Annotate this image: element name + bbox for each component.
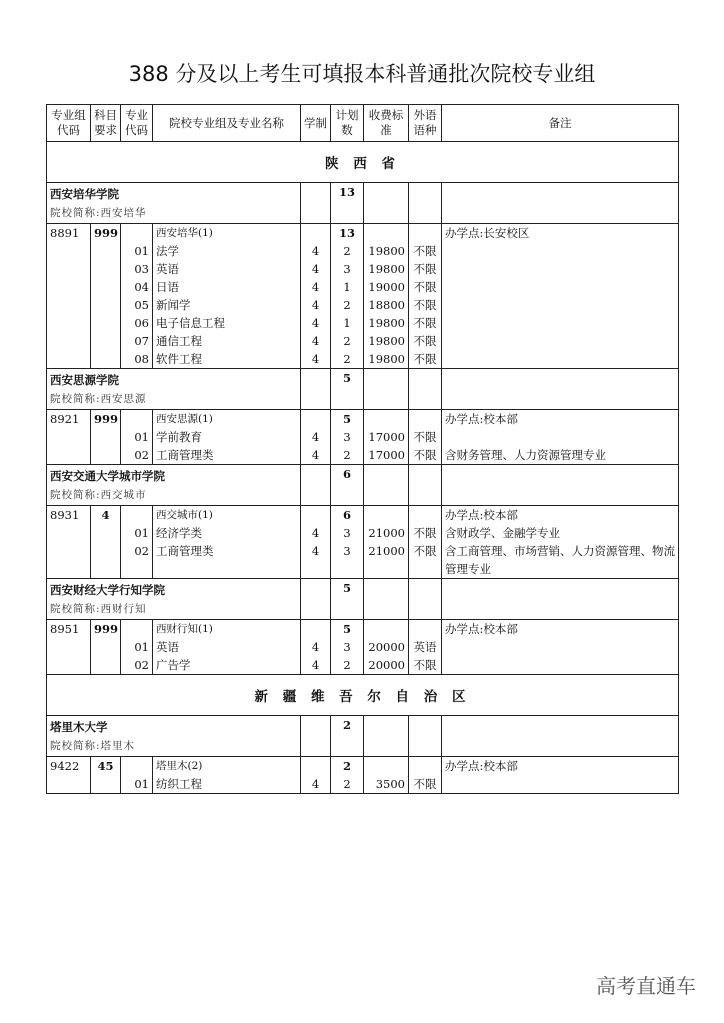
major-code: 01 — [121, 775, 153, 794]
major-note — [442, 260, 679, 278]
subject-requirement: 999 — [91, 620, 121, 639]
cell — [47, 656, 91, 675]
major-fee: 19800 — [364, 332, 409, 350]
major-language: 不限 — [409, 775, 442, 794]
school-name: 塔里木大学 — [50, 720, 108, 734]
school-name: 西安交通大学城市学院 — [50, 469, 165, 483]
col-plan: 计划数 — [331, 105, 364, 142]
major-name: 工商管理类 — [153, 542, 301, 579]
cell — [301, 757, 331, 776]
major-fee: 19800 — [364, 260, 409, 278]
major-note — [442, 656, 679, 675]
major-plan: 3 — [331, 638, 364, 656]
major-fee: 17000 — [364, 428, 409, 446]
cell — [364, 757, 409, 776]
major-plan: 2 — [331, 775, 364, 794]
major-years: 4 — [301, 278, 331, 296]
major-note — [442, 428, 679, 446]
major-language: 不限 — [409, 428, 442, 446]
school-plan: 2 — [331, 716, 364, 757]
group-note: 办学点:校本部 — [442, 506, 679, 525]
major-row — [47, 428, 679, 446]
cell — [301, 579, 331, 620]
major-fee: 20000 — [364, 656, 409, 675]
cell — [47, 314, 91, 332]
school-name: 西安财经大学行知学院 — [50, 583, 165, 597]
major-years: 4 — [301, 656, 331, 675]
school-short-name: 院校简称:塔里木 — [50, 740, 136, 752]
major-plan: 1 — [331, 278, 364, 296]
major-years: 4 — [301, 350, 331, 369]
major-plan: 2 — [331, 656, 364, 675]
major-fee: 19800 — [364, 314, 409, 332]
group-note: 办学点:校本部 — [442, 757, 679, 776]
cell — [47, 638, 91, 656]
major-row — [47, 242, 679, 260]
cell — [409, 620, 442, 639]
major-years: 4 — [301, 446, 331, 465]
group-name: 西安培华(1) — [153, 224, 301, 243]
major-plan: 2 — [331, 242, 364, 260]
cell — [364, 369, 409, 410]
major-years: 4 — [301, 428, 331, 446]
cell — [301, 369, 331, 410]
cell — [91, 314, 121, 332]
school-name: 西安思源学院 — [50, 373, 119, 387]
group-row — [47, 410, 679, 429]
cell — [47, 332, 91, 350]
major-note: 含财务管理、人力资源管理专业 — [442, 446, 679, 465]
major-language: 不限 — [409, 542, 442, 579]
major-code: 01 — [121, 524, 153, 542]
school-plan: 5 — [331, 369, 364, 410]
col-lang: 外语语种 — [409, 105, 442, 142]
cell — [301, 224, 331, 243]
major-code: 05 — [121, 296, 153, 314]
cell — [91, 428, 121, 446]
province-row — [47, 675, 679, 716]
school-short-name: 院校简称:西安思源 — [50, 393, 147, 405]
major-name: 纺织工程 — [153, 775, 301, 794]
major-name: 广告学 — [153, 656, 301, 675]
cell — [121, 224, 153, 243]
cell — [364, 716, 409, 757]
major-note: 含财政学、金融学专业 — [442, 524, 679, 542]
major-note — [442, 775, 679, 794]
province-heading: 新 疆 维 吾 尔 自 治 区 — [47, 675, 679, 716]
major-language: 不限 — [409, 332, 442, 350]
major-language: 不限 — [409, 314, 442, 332]
group-note: 办学点:校本部 — [442, 410, 679, 429]
col-subject: 科目要求 — [91, 105, 121, 142]
major-code: 01 — [121, 428, 153, 446]
col-years: 学制 — [301, 105, 331, 142]
cell — [47, 542, 91, 579]
school-row — [47, 183, 679, 224]
cell — [91, 260, 121, 278]
cell — [301, 465, 331, 506]
group-plan: 6 — [331, 506, 364, 525]
major-plan: 2 — [331, 296, 364, 314]
major-plan: 3 — [331, 428, 364, 446]
province-row — [47, 142, 679, 183]
school-plan: 6 — [331, 465, 364, 506]
cell — [364, 620, 409, 639]
school-cell — [47, 579, 301, 620]
major-row — [47, 775, 679, 794]
cell — [91, 296, 121, 314]
cell — [409, 183, 442, 224]
major-language: 不限 — [409, 296, 442, 314]
cell — [409, 579, 442, 620]
cell — [91, 278, 121, 296]
cell — [91, 542, 121, 579]
major-row — [47, 350, 679, 369]
cell — [121, 620, 153, 639]
major-fee: 21000 — [364, 524, 409, 542]
cell — [409, 506, 442, 525]
major-code: 06 — [121, 314, 153, 332]
col-group-code: 专业组代码 — [47, 105, 91, 142]
cell — [301, 183, 331, 224]
major-years: 4 — [301, 775, 331, 794]
major-years: 4 — [301, 638, 331, 656]
watermark: 高考直通车 — [596, 974, 696, 998]
major-name: 日语 — [153, 278, 301, 296]
col-note: 备注 — [442, 105, 679, 142]
group-row — [47, 224, 679, 243]
major-fee: 19000 — [364, 278, 409, 296]
cell — [409, 465, 442, 506]
major-language: 英语 — [409, 638, 442, 656]
school-short-name: 院校简称:西交城市 — [50, 489, 147, 501]
major-name: 新闻学 — [153, 296, 301, 314]
cell — [301, 506, 331, 525]
major-plan: 1 — [331, 314, 364, 332]
major-name: 通信工程 — [153, 332, 301, 350]
group-code: 8951 — [47, 620, 91, 639]
major-code: 04 — [121, 278, 153, 296]
cell — [409, 410, 442, 429]
major-row — [47, 278, 679, 296]
major-language: 不限 — [409, 656, 442, 675]
major-row — [47, 296, 679, 314]
cell — [47, 775, 91, 794]
group-code: 8891 — [47, 224, 91, 243]
group-name: 西安思源(1) — [153, 410, 301, 429]
subject-requirement: 45 — [91, 757, 121, 776]
group-plan: 13 — [331, 224, 364, 243]
school-short-name: 院校简称:西财行知 — [50, 603, 147, 615]
major-name: 英语 — [153, 638, 301, 656]
group-code: 8921 — [47, 410, 91, 429]
major-row — [47, 542, 679, 579]
major-years: 4 — [301, 260, 331, 278]
cell — [91, 656, 121, 675]
school-short-name: 院校简称:西安培华 — [50, 207, 147, 219]
major-row — [47, 314, 679, 332]
cell — [91, 446, 121, 465]
major-name: 软件工程 — [153, 350, 301, 369]
major-note — [442, 314, 679, 332]
school-name: 西安培华学院 — [50, 187, 119, 201]
major-plan: 2 — [331, 332, 364, 350]
major-plan: 2 — [331, 350, 364, 369]
cell — [409, 224, 442, 243]
major-years: 4 — [301, 332, 331, 350]
major-name: 经济学类 — [153, 524, 301, 542]
major-code: 02 — [121, 656, 153, 675]
major-fee: 20000 — [364, 638, 409, 656]
cell — [47, 260, 91, 278]
major-language: 不限 — [409, 278, 442, 296]
group-note: 办学点:校本部 — [442, 620, 679, 639]
major-fee: 17000 — [364, 446, 409, 465]
col-fee: 收费标准 — [364, 105, 409, 142]
major-code: 03 — [121, 260, 153, 278]
major-years: 4 — [301, 314, 331, 332]
school-row — [47, 716, 679, 757]
cell — [121, 506, 153, 525]
cell — [442, 183, 679, 224]
cell — [47, 350, 91, 369]
cell — [47, 524, 91, 542]
cell — [47, 446, 91, 465]
cell — [442, 716, 679, 757]
major-name: 工商管理类 — [153, 446, 301, 465]
major-note — [442, 638, 679, 656]
school-plan: 13 — [331, 183, 364, 224]
major-plan: 2 — [331, 446, 364, 465]
major-name: 法学 — [153, 242, 301, 260]
school-row — [47, 579, 679, 620]
major-row — [47, 260, 679, 278]
major-code: 02 — [121, 542, 153, 579]
province-heading: 陕 西 省 — [47, 142, 679, 183]
major-years: 4 — [301, 524, 331, 542]
major-name: 学前教育 — [153, 428, 301, 446]
cell — [91, 242, 121, 260]
major-years: 4 — [301, 296, 331, 314]
major-language: 不限 — [409, 242, 442, 260]
major-years: 4 — [301, 542, 331, 579]
cell — [409, 757, 442, 776]
cell — [409, 716, 442, 757]
cell — [364, 410, 409, 429]
school-cell — [47, 183, 301, 224]
school-row — [47, 465, 679, 506]
group-name: 西财行知(1) — [153, 620, 301, 639]
major-name: 英语 — [153, 260, 301, 278]
major-note — [442, 350, 679, 369]
group-row — [47, 620, 679, 639]
major-row — [47, 638, 679, 656]
major-fee: 21000 — [364, 542, 409, 579]
major-note — [442, 278, 679, 296]
cell — [91, 332, 121, 350]
group-name: 塔里木(2) — [153, 757, 301, 776]
group-plan: 2 — [331, 757, 364, 776]
major-fee: 19800 — [364, 242, 409, 260]
major-row — [47, 332, 679, 350]
col-major-code: 专业代码 — [121, 105, 153, 142]
cell — [364, 224, 409, 243]
subject-requirement: 999 — [91, 224, 121, 243]
cell — [442, 465, 679, 506]
cell — [47, 242, 91, 260]
major-code: 07 — [121, 332, 153, 350]
major-note: 含工商管理、市场营销、人力资源管理、物流管理专业 — [442, 542, 679, 579]
group-row — [47, 506, 679, 525]
group-row — [47, 757, 679, 776]
major-code: 01 — [121, 242, 153, 260]
cell — [47, 428, 91, 446]
major-fee: 19800 — [364, 350, 409, 369]
cell — [91, 524, 121, 542]
page-title: 388 分及以上考生可填报本科普通批次院校专业组 — [128, 62, 596, 86]
major-language: 不限 — [409, 260, 442, 278]
major-name: 电子信息工程 — [153, 314, 301, 332]
col-name: 院校专业组及专业名称 — [153, 105, 301, 142]
cell — [301, 716, 331, 757]
cell — [121, 757, 153, 776]
cell — [301, 410, 331, 429]
major-code: 02 — [121, 446, 153, 465]
school-plan: 5 — [331, 579, 364, 620]
group-name: 西交城市(1) — [153, 506, 301, 525]
major-years: 4 — [301, 242, 331, 260]
major-language: 不限 — [409, 446, 442, 465]
school-cell — [47, 369, 301, 410]
group-plan: 5 — [331, 410, 364, 429]
cell — [301, 620, 331, 639]
major-code: 08 — [121, 350, 153, 369]
cell — [91, 638, 121, 656]
cell — [47, 296, 91, 314]
subject-requirement: 999 — [91, 410, 121, 429]
subject-requirement: 4 — [91, 506, 121, 525]
major-language: 不限 — [409, 350, 442, 369]
school-cell — [47, 465, 301, 506]
cell — [91, 775, 121, 794]
cell — [121, 410, 153, 429]
major-fee: 18800 — [364, 296, 409, 314]
school-row — [47, 369, 679, 410]
major-note — [442, 296, 679, 314]
cell — [364, 465, 409, 506]
group-code: 9422 — [47, 757, 91, 776]
cell — [91, 350, 121, 369]
major-plan: 3 — [331, 524, 364, 542]
group-plan: 5 — [331, 620, 364, 639]
cell — [364, 579, 409, 620]
group-note: 办学点:长安校区 — [442, 224, 679, 243]
major-row — [47, 524, 679, 542]
major-note — [442, 332, 679, 350]
major-note — [442, 242, 679, 260]
major-row — [47, 446, 679, 465]
major-plan: 3 — [331, 260, 364, 278]
major-language: 不限 — [409, 524, 442, 542]
school-cell — [47, 716, 301, 757]
group-code: 8931 — [47, 506, 91, 525]
cell — [442, 369, 679, 410]
major-row — [47, 656, 679, 675]
major-plan: 3 — [331, 542, 364, 579]
cell — [364, 183, 409, 224]
cell — [364, 506, 409, 525]
cell — [409, 369, 442, 410]
cell — [47, 278, 91, 296]
admissions-table — [46, 104, 679, 794]
major-code: 01 — [121, 638, 153, 656]
cell — [442, 579, 679, 620]
major-fee: 3500 — [364, 775, 409, 794]
table-header — [47, 105, 679, 142]
